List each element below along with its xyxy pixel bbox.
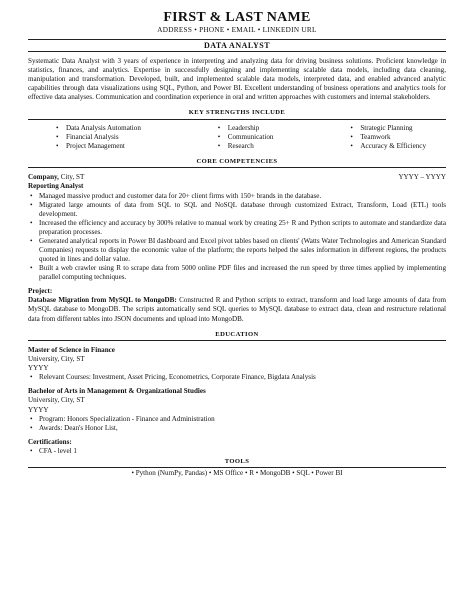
strength-item: • Project Management (56, 142, 141, 151)
strengths-column-2 (218, 124, 274, 151)
company-location: City, ST (58, 173, 85, 182)
project-text: Constructed R and Python scripts to extract, transform and load large amounts of data from MySQL database to MongoDB. The scripts automatically send SQL queries to MySQL database to extract data, clean and restructure relational data from different tables into JSON documents and upload into MongoDB. (28, 296, 447, 323)
strengths-column-1 (56, 124, 141, 151)
candidate-name: FIRST & LAST NAME (163, 10, 311, 25)
competencies-heading: CORE COMPETENCIES (28, 158, 446, 168)
job-employer (28, 173, 84, 182)
certification-bullets (28, 447, 446, 456)
strengths-column-3 (350, 124, 426, 151)
tools-list: • Python (NumPy, Pandas) • MS Office • R • MongoDB • SQL • Power BI (131, 469, 343, 478)
job-bullet: • Managed massive product and customer data for 20+ client firms with 150+ brands in the database. (28, 192, 446, 201)
strength-item: • Leadership (218, 124, 274, 133)
job-bullet: • Generated analytical reports in Power BI dashboard and Excel pivot tables based on clients' (Watts Water Technologies and American Standard Companies) requests to display the economic value of the platform; the reports helped the sales information in different regions, the products quoted in lines and dollar value. (28, 237, 446, 264)
tools-heading: TOOLS (28, 458, 446, 468)
graduation-year: YYYY (28, 405, 49, 414)
project-title: Database Migration from MySQL to MongoDB: (28, 296, 177, 305)
education-bullets (28, 373, 446, 382)
contact-line: ADDRESS • PHONE • EMAIL • LINKEDIN URL (157, 26, 317, 35)
summary-paragraph: Systematic Data Analyst with 3 years of experience in interpreting and analyzing data for driving business solutions. Proficient knowledge in statistics, finances, and analytics. Expertise in successfully designing and implementing scalable data models, including data cleaning, manipulation and transformation. Developed, built, and implemented scalable data models, interpreted data, and enabled advanced analytic capabilities through data visualizations using SQL, Python, and Power BI. Excellent understanding of business operations and analytics tools for effective data analyses. Communication and coordination experience in oral and written approaches with customers and internal stakeholders. (28, 56, 446, 102)
project-description (28, 296, 446, 323)
role-title: DATA ANALYST (28, 39, 446, 52)
education-heading: EDUCATION (28, 331, 446, 341)
job-bullet: • Increased the efficiency and accuracy by 300% relative to manual work by creating 25+ R and Python scripts to automate and standardize data preparation processes. (28, 219, 446, 237)
education-bullet: • Program: Honors Specialization - Finance and Administration (28, 415, 446, 424)
project-label: Project: (28, 287, 53, 296)
education-bullet: • Relevant Courses: Investment, Asset Pricing, Econometrics, Corporate Finance, Bigdata Analysis (28, 373, 446, 382)
degree-title: Bachelor of Arts in Management & Organizational Studies (28, 387, 206, 396)
education-entry-1 (28, 346, 446, 382)
strength-item: • Teamwork (350, 133, 426, 142)
graduation-year: YYYY (28, 364, 49, 373)
certifications-label: Certifications: (28, 437, 72, 446)
job-bullet: • Built a web crawler using R to scrape data from 5000 online PDF files and increased the run speed by three times applied by implementing parallel computing techniques. (28, 264, 446, 282)
strength-item: • Financial Analysis (56, 133, 141, 142)
strength-item: • Accuracy & Efficiency (350, 142, 426, 151)
education-entry-2 (28, 387, 446, 432)
certification-bullet: • CFA - level 1 (28, 447, 446, 456)
job-title: Reporting Analyst (28, 182, 84, 191)
company-name: Company, (28, 173, 59, 182)
strength-item: • Data Analysis Automation (56, 124, 141, 133)
strength-item: • Research (218, 142, 274, 151)
strengths-list (28, 120, 446, 151)
project-entry (28, 287, 446, 323)
job-bullets (28, 192, 446, 283)
strengths-heading: KEY STRENGTHS INCLUDE (28, 109, 446, 119)
degree-title: Master of Science in Finance (28, 346, 115, 355)
strength-item: • Strategic Planning (350, 124, 426, 133)
education-bullet: • Awards: Dean's Honor List, (28, 424, 446, 433)
school-name: University, City, ST (28, 355, 85, 364)
job-bullet: • Migrated large amounts of data from SQL to SQL and NoSQL database through customized Extract, Transform, Load (ETL) tools development. (28, 201, 446, 219)
education-bullets (28, 415, 446, 433)
job-entry (28, 173, 446, 282)
certifications-entry (28, 438, 446, 456)
school-name: University, City, ST (28, 396, 85, 405)
job-dates: YYYY – YYYY (398, 173, 446, 182)
strength-item: • Communication (218, 133, 274, 142)
job-header (28, 173, 446, 182)
